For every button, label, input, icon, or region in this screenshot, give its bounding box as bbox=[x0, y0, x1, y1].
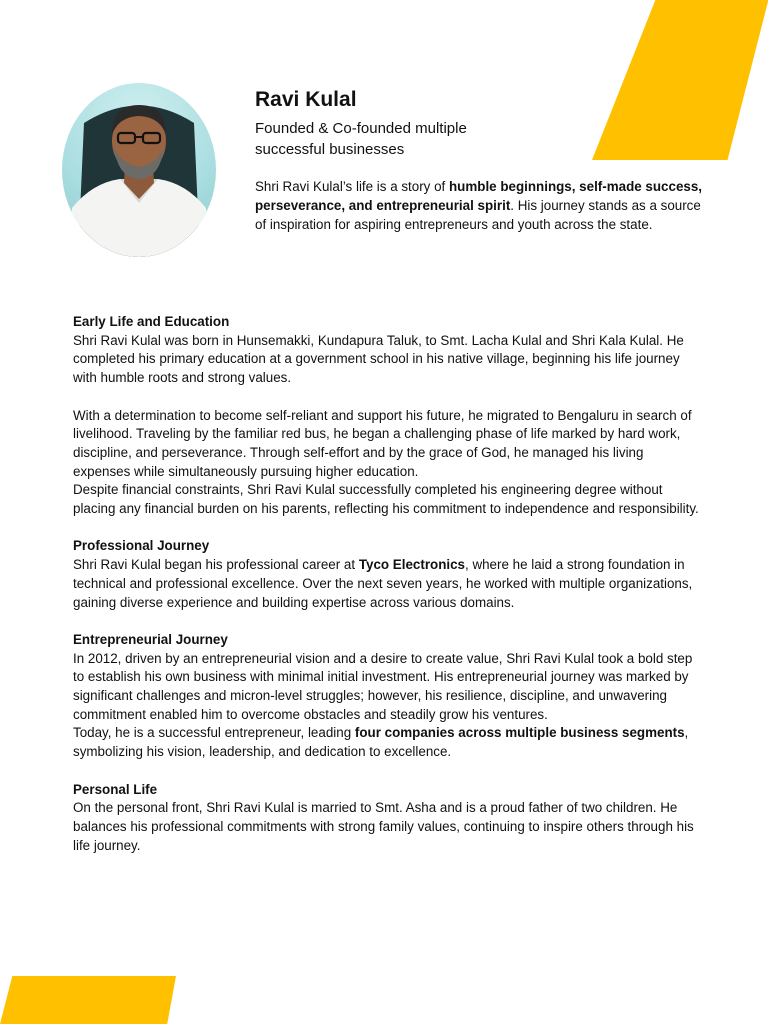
profile-tagline: Founded & Co-founded multiple successful businesses bbox=[255, 120, 467, 158]
professional-text-end: , where he laid a strong foundation in technical and professional excellence. Over the next seven years, he worked with multiple organizations, gaining diverse experience and building expertise across various domains. bbox=[73, 557, 693, 610]
entrepreneurial-paragraph-2 bbox=[73, 724, 703, 761]
decorative-yellow-shape-bottom bbox=[0, 976, 176, 1024]
profile-name: Ravi Kulal bbox=[255, 88, 357, 111]
entrepreneurial-text-start: Today, he is a successful entrepreneur, leading bbox=[73, 725, 355, 741]
professional-company-name: Tyco Electronics bbox=[358, 557, 465, 573]
entrepreneurial-text-bold: four companies across multiple business segments bbox=[354, 725, 685, 741]
section-heading-entrepreneurial: Entrepreneurial Journey bbox=[73, 631, 228, 647]
early-life-paragraph-3: Despite financial constraints, Shri Ravi Kulal successfully completed his engineering degree without placing any financial burden on his parents, reflecting his commitment to independence and responsibility. bbox=[73, 482, 699, 517]
entrepreneurial-paragraph-1: In 2012, driven by an entrepreneurial vision and a desire to create value, Shri Ravi Kulal took a bold step to establish his own business with minimal initial investment. His entrepreneurial journey was marked by significant challenges and micron-level struggles; however, his resilience, discipline, and unwavering commitment enabled him to overcome obstacles and steadily grow his ventures. bbox=[73, 650, 693, 722]
section-heading-professional: Professional Journey bbox=[73, 538, 210, 554]
intro-text-start: Shri Ravi Kulal’s life is a story of bbox=[255, 179, 449, 194]
profile-intro bbox=[255, 177, 705, 234]
intro-text-end: . His journey stands as a source of inspiration for aspiring entrepreneurs and youth across the state. bbox=[255, 198, 701, 232]
biography-content bbox=[73, 313, 703, 855]
portrait-illustration bbox=[62, 83, 216, 257]
decorative-yellow-shape-top bbox=[592, 0, 768, 160]
section-heading-early-life: Early Life and Education bbox=[73, 314, 230, 329]
professional-text-start: Shri Ravi Kulal began his professional career at bbox=[73, 557, 359, 573]
early-life-paragraph-1: Shri Ravi Kulal was born in Hunsemakki, Kundapura Taluk, to Smt. Lacha Kulal and Shri Kala Kulal. He completed his primary education at a government school in his native village, beginning his life journey with humble roots and strong values. bbox=[73, 332, 684, 386]
profile-photo bbox=[62, 83, 216, 257]
section-heading-personal: Personal Life bbox=[73, 781, 158, 797]
early-life-paragraph-2: With a determination to become self-reliant and support his future, he migrated to Bengaluru in search of livelihood. Traveling by the familiar red bus, he began a challenging phase of life marked by hard work, discipline, and perseverance. Through self-effort and by the grace of God, he managed his living expenses while simultaneously pursuing higher education. bbox=[73, 407, 692, 479]
entrepreneurial-text-end: , symbolizing his vision, leadership, and dedication to excellence. bbox=[73, 725, 689, 760]
intro-text-bold: humble beginnings, self-made success, perseverance, and entrepreneurial spirit bbox=[255, 179, 703, 213]
personal-paragraph: On the personal front, Shri Ravi Kulal is married to Smt. Asha and is a proud father of two children. He balances his professional commitments with strong family values, continuing to inspire others through his life journey. bbox=[73, 800, 694, 853]
professional-paragraph bbox=[73, 556, 703, 612]
